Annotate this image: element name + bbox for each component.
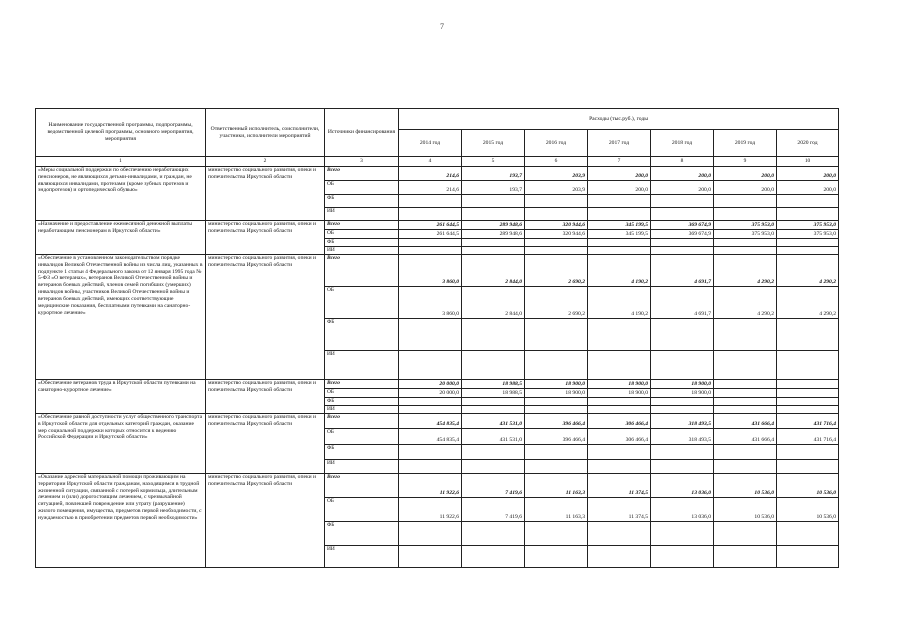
expense-value: [777, 319, 839, 351]
header-year: 2014 год: [399, 130, 462, 157]
header-year: 2020 год: [777, 130, 839, 157]
expense-value: 261 644,5: [399, 221, 462, 230]
program-name: «Обеспечение равной доступности услуг общественного транспорта в Иркутской области для отдельных категорий граждан, оказание мер социальной поддержки которых относится к ведению Российской Федерации и Иркутской области»: [36, 414, 206, 474]
expense-value: 11 922,6: [399, 498, 462, 522]
expense-value: 318 493,5: [651, 429, 714, 445]
expense-value: [588, 460, 651, 474]
expense-value: [651, 319, 714, 351]
funding-source: ФБ: [325, 445, 399, 460]
expense-value: 193,7: [462, 167, 525, 181]
header-responsible: Ответственный исполнитель, соисполнители, участники, исполнители мероприятий: [206, 109, 325, 157]
expense-value: 18 900,0: [588, 389, 651, 398]
column-number: 1: [36, 157, 206, 167]
expense-value: [588, 239, 651, 247]
table-row: [36, 167, 839, 181]
expense-value: 4 691,7: [651, 255, 714, 287]
column-number-row: [36, 157, 839, 167]
expense-value: [714, 406, 777, 414]
expense-value: [399, 319, 462, 351]
header-year: 2019 год: [714, 130, 777, 157]
expense-value: [651, 208, 714, 221]
expense-value: [714, 351, 777, 380]
expense-value: [714, 380, 777, 389]
table-row: [36, 414, 839, 429]
expense-value: [525, 522, 588, 546]
expense-value: 4 691,7: [651, 287, 714, 319]
expense-value: [777, 247, 839, 255]
expense-value: 3 860,0: [399, 287, 462, 319]
expense-value: 375 953,0: [777, 221, 839, 230]
expense-value: [399, 208, 462, 221]
expense-value: 18 900,0: [525, 389, 588, 398]
expense-value: [651, 239, 714, 247]
table-row: [36, 380, 839, 389]
expense-value: 200,0: [651, 181, 714, 195]
expense-value: 200,0: [714, 167, 777, 181]
expense-value: [399, 351, 462, 380]
expense-value: [462, 208, 525, 221]
expense-value: [588, 445, 651, 460]
expense-value: [462, 398, 525, 406]
expense-value: 203,9: [525, 181, 588, 195]
expense-value: [777, 389, 839, 398]
funding-source: Всего: [325, 167, 399, 181]
expense-value: [399, 195, 462, 208]
expense-value: 396 466,4: [525, 414, 588, 429]
expense-value: [777, 460, 839, 474]
header-year: 2017 год: [588, 130, 651, 157]
expense-value: [651, 406, 714, 414]
expense-value: 214,6: [399, 167, 462, 181]
page-number: 7: [440, 22, 444, 31]
expense-value: 200,0: [588, 167, 651, 181]
expense-value: 369 674,9: [651, 230, 714, 239]
expense-value: 369 674,9: [651, 221, 714, 230]
responsible-executor: министерство социального развития, опеки и попечительства Иркутской области: [206, 474, 325, 568]
expense-value: [525, 351, 588, 380]
expense-value: [462, 460, 525, 474]
header-expenses: Расходы (тыс.руб.), годы: [399, 109, 839, 130]
program-name: «Меры социальной поддержки по обеспечению неработающих пенсионеров, не являющихся детьми-инвалидами, и граждан, не являющихся инвалидами, протезами (кроме зубных протезов и эндопротезов) и ортопедической обувью»: [36, 167, 206, 221]
funding-source: Всего: [325, 255, 399, 287]
expense-value: 18 988,5: [462, 380, 525, 389]
column-number: 2: [206, 157, 325, 167]
header-sources: Источники финансирования: [325, 109, 399, 157]
expense-value: 193,7: [462, 181, 525, 195]
expense-value: 10 536,0: [777, 498, 839, 522]
expense-value: [399, 460, 462, 474]
expense-value: 375 953,0: [777, 230, 839, 239]
expense-value: [714, 546, 777, 568]
expense-value: 320 944,6: [525, 221, 588, 230]
expense-value: [714, 460, 777, 474]
expense-value: 3 860,0: [399, 255, 462, 287]
expense-value: [399, 406, 462, 414]
expense-value: [399, 522, 462, 546]
expense-value: [714, 522, 777, 546]
expense-value: [714, 319, 777, 351]
expense-value: 431 716,4: [777, 429, 839, 445]
expense-value: [777, 445, 839, 460]
expense-value: [777, 398, 839, 406]
column-number: 3: [325, 157, 399, 167]
expense-value: [651, 398, 714, 406]
budget-table: [35, 108, 839, 568]
expense-value: [399, 247, 462, 255]
funding-source: ИИ: [325, 208, 399, 221]
column-number: 5: [462, 157, 525, 167]
funding-source: ФБ: [325, 522, 399, 546]
funding-source: ФБ: [325, 239, 399, 247]
funding-source: ФБ: [325, 195, 399, 208]
expense-value: [777, 239, 839, 247]
header-year: 2018 год: [651, 130, 714, 157]
expense-value: [525, 319, 588, 351]
expense-value: [651, 445, 714, 460]
expense-value: 2 844,0: [462, 287, 525, 319]
expense-value: [588, 522, 651, 546]
expense-value: 4 190,2: [588, 255, 651, 287]
expense-value: [777, 380, 839, 389]
expense-value: 2 690,2: [525, 287, 588, 319]
expense-value: [588, 546, 651, 568]
expense-value: 320 944,6: [525, 230, 588, 239]
expense-value: 18 988,5: [462, 389, 525, 398]
funding-source: ОБ: [325, 287, 399, 319]
expense-value: 7 419,6: [462, 474, 525, 498]
expense-value: 200,0: [777, 167, 839, 181]
expense-value: 11 922,6: [399, 474, 462, 498]
responsible-executor: министерство социального развития, опеки и попечительства Иркутской области: [206, 414, 325, 474]
expense-value: [525, 195, 588, 208]
expense-value: 11 374,5: [588, 474, 651, 498]
expense-value: 4 290,2: [777, 287, 839, 319]
expense-value: [777, 208, 839, 221]
expense-value: [651, 546, 714, 568]
expense-value: [462, 247, 525, 255]
program-name: «Оказание адресной материальной помощи проживающим на территории Иркутской области гражданам, находящимся в трудной жизненной ситуации, связанной с потерей кормильца, длительным лечением и (или) дорогостоящим лечением, с чрезвычайной ситуацией, повлекшей повреждение или утрату (разрушение) жилого помещения, имущества, предметов первой необходимости, с нуждаемостью в приобретении предметов первой необходимости»: [36, 474, 206, 568]
expense-value: 2 844,0: [462, 255, 525, 287]
expense-value: 10 536,0: [714, 498, 777, 522]
expense-value: 10 536,0: [777, 474, 839, 498]
expense-value: [588, 406, 651, 414]
program-name: «Обеспечение в установленном законодательством порядке инвалидов Великой Отечественной войны из числа лиц, указанных в подпункте 1 статьи 4 Федерального закона от 12 января 1995 года № 5-ФЗ «О ветеранах», ветеранов Великой Отечественной войны и ветеранов боевых действий, членов семей погибших (умерших) инвалидов войны, участников Великой Отечественной войны и ветеранов боевых действий, имеющих соответствующие медицинские показания, бесплатными путевками на санаторно-курортное лечение»: [36, 255, 206, 380]
expense-value: 431 531,0: [462, 414, 525, 429]
expense-value: 18 900,0: [588, 380, 651, 389]
expense-value: [777, 351, 839, 380]
expense-value: 11 163,3: [525, 498, 588, 522]
table-row: [36, 221, 839, 230]
expense-value: 203,9: [525, 167, 588, 181]
program-name: «Обеспечение ветеранов труда в Иркутской области путевками на санаторно-курортное лечение»: [36, 380, 206, 414]
funding-source: ОБ: [325, 181, 399, 195]
expense-value: 18 900,0: [651, 380, 714, 389]
expense-value: [399, 398, 462, 406]
expense-value: 200,0: [588, 181, 651, 195]
expense-value: 18 900,0: [651, 389, 714, 398]
funding-source: ОБ: [325, 389, 399, 398]
expense-value: [588, 208, 651, 221]
expense-value: [399, 239, 462, 247]
funding-source: Всего: [325, 221, 399, 230]
expense-value: [462, 319, 525, 351]
expense-value: [651, 195, 714, 208]
expense-value: 261 644,5: [399, 230, 462, 239]
expense-value: [525, 460, 588, 474]
expense-value: [399, 445, 462, 460]
expense-value: [525, 406, 588, 414]
expense-value: [525, 398, 588, 406]
column-number: 7: [588, 157, 651, 167]
expense-value: 200,0: [651, 167, 714, 181]
expense-value: 214,6: [399, 181, 462, 195]
expense-value: [462, 546, 525, 568]
column-number: 4: [399, 157, 462, 167]
expense-value: [714, 445, 777, 460]
column-number: 10: [777, 157, 839, 167]
funding-source: ОБ: [325, 230, 399, 239]
expense-value: 13 036,0: [651, 474, 714, 498]
expense-value: [651, 351, 714, 380]
column-number: 6: [525, 157, 588, 167]
expense-value: [588, 247, 651, 255]
funding-source: ФБ: [325, 398, 399, 406]
expense-value: [525, 208, 588, 221]
expense-value: [777, 406, 839, 414]
expense-value: [714, 389, 777, 398]
expense-value: 200,0: [777, 181, 839, 195]
expense-value: 4 290,2: [714, 287, 777, 319]
expense-value: [714, 195, 777, 208]
funding-source: ИИ: [325, 460, 399, 474]
expense-value: 20 000,0: [399, 389, 462, 398]
expense-value: 454 835,4: [399, 429, 462, 445]
expense-value: 13 036,0: [651, 498, 714, 522]
expense-value: [525, 546, 588, 568]
expense-value: 431 666,4: [714, 414, 777, 429]
expense-value: 345 199,5: [588, 230, 651, 239]
expense-value: [588, 351, 651, 380]
expense-value: 289 948,6: [462, 221, 525, 230]
expense-value: 289 948,6: [462, 230, 525, 239]
expense-value: [525, 247, 588, 255]
funding-source: Всего: [325, 414, 399, 429]
responsible-executor: министерство социального развития, опеки и попечительства Иркутской области: [206, 255, 325, 380]
header-year: 2015 год: [462, 130, 525, 157]
expense-value: 11 163,3: [525, 474, 588, 498]
funding-source: ИИ: [325, 406, 399, 414]
table-row: [36, 255, 839, 287]
expense-value: 18 900,0: [525, 380, 588, 389]
expense-value: [651, 247, 714, 255]
expense-value: [462, 239, 525, 247]
expense-value: 20 000,0: [399, 380, 462, 389]
responsible-executor: министерство социального развития, опеки и попечительства Иркутской области: [206, 167, 325, 221]
expense-value: 345 199,5: [588, 221, 651, 230]
expense-value: 454 835,4: [399, 414, 462, 429]
expense-value: 4 290,2: [777, 255, 839, 287]
expense-value: [588, 195, 651, 208]
expense-value: [777, 195, 839, 208]
funding-source: Всего: [325, 474, 399, 498]
expense-value: [588, 398, 651, 406]
header-year: 2016 год: [525, 130, 588, 157]
expense-value: [777, 522, 839, 546]
expense-value: 431 666,4: [714, 429, 777, 445]
expense-value: [462, 522, 525, 546]
expense-value: [588, 319, 651, 351]
expense-value: [462, 351, 525, 380]
expense-value: 375 953,0: [714, 221, 777, 230]
funding-source: ИИ: [325, 247, 399, 255]
column-number: 9: [714, 157, 777, 167]
responsible-executor: министерство социального развития, опеки и попечительства Иркутской области: [206, 380, 325, 414]
expense-value: 306 466,4: [588, 429, 651, 445]
responsible-executor: министерство социального развития, опеки и попечительства Иркутской области: [206, 221, 325, 255]
expense-value: [525, 445, 588, 460]
expense-value: 4 290,2: [714, 255, 777, 287]
expense-value: 431 531,0: [462, 429, 525, 445]
expense-value: 10 536,0: [714, 474, 777, 498]
expense-value: 11 374,5: [588, 498, 651, 522]
expense-value: [462, 445, 525, 460]
program-name: «Назначение и предоставление ежемесячной денежной выплаты неработающим пенсионерам в Иркутской области»: [36, 221, 206, 255]
expense-value: 375 953,0: [714, 230, 777, 239]
funding-source: ОБ: [325, 429, 399, 445]
table-row: [36, 474, 839, 498]
expense-value: [714, 208, 777, 221]
funding-source: ИИ: [325, 546, 399, 568]
expense-value: 7 419,6: [462, 498, 525, 522]
expense-value: [399, 546, 462, 568]
table-body: [36, 167, 839, 568]
expense-value: [714, 239, 777, 247]
funding-source: ИИ: [325, 351, 399, 380]
expense-value: [714, 398, 777, 406]
expense-value: 306 466,4: [588, 414, 651, 429]
expense-value: [462, 406, 525, 414]
expense-value: 431 716,4: [777, 414, 839, 429]
expense-value: 318 493,5: [651, 414, 714, 429]
funding-source: Всего: [325, 380, 399, 389]
expense-value: 396 466,4: [525, 429, 588, 445]
expense-value: 2 690,2: [525, 255, 588, 287]
header-name: Наименование государственной программы, подпрограммы, ведомственной целевой программы, основного мероприятия, мероприятия: [36, 109, 206, 157]
expense-value: [462, 195, 525, 208]
expense-value: [777, 546, 839, 568]
expense-value: [651, 460, 714, 474]
expense-value: [525, 239, 588, 247]
expense-value: 200,0: [714, 181, 777, 195]
expense-value: [651, 522, 714, 546]
expense-value: 4 190,2: [588, 287, 651, 319]
funding-source: ОБ: [325, 498, 399, 522]
column-number: 8: [651, 157, 714, 167]
funding-source: ФБ: [325, 319, 399, 351]
expense-value: [714, 247, 777, 255]
